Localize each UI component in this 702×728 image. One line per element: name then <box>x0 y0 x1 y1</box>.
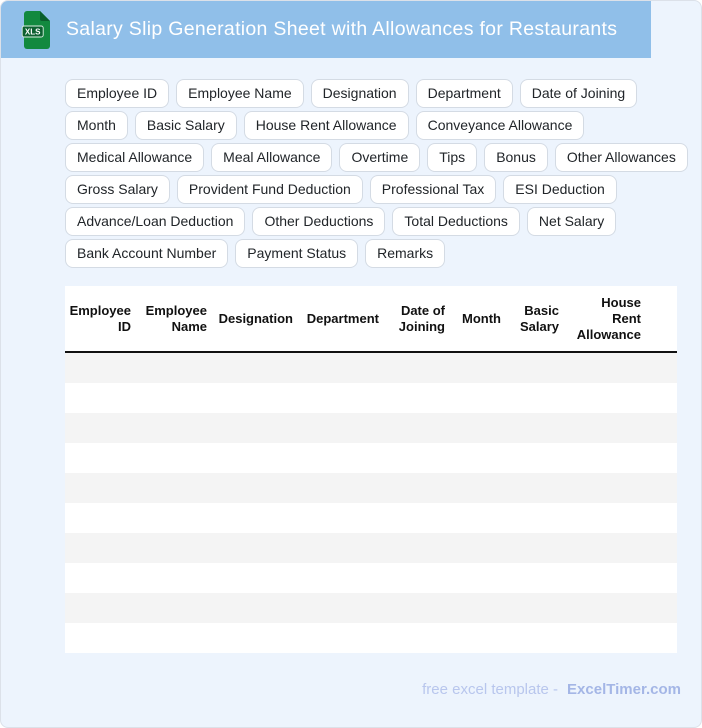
chip-employee-id[interactable]: Employee ID <box>65 79 169 108</box>
chip-row <box>65 143 691 172</box>
chip-row <box>65 239 691 268</box>
chip-total-deductions[interactable]: Total Deductions <box>392 207 520 236</box>
table-row <box>65 593 677 623</box>
xls-file-icon <box>21 10 51 50</box>
column-header-month: Month <box>462 310 501 326</box>
table-row <box>65 383 677 413</box>
column-header-house-rent-allowance: House Rent Allowance <box>576 294 641 342</box>
chip-designation[interactable]: Designation <box>311 79 409 108</box>
chip-employee-name[interactable]: Employee Name <box>176 79 304 108</box>
chip-bonus[interactable]: Bonus <box>484 143 548 172</box>
chip-row <box>65 79 691 108</box>
chip-advance-loan-deduction[interactable]: Advance/Loan Deduction <box>65 207 245 236</box>
chip-net-salary[interactable]: Net Salary <box>527 207 616 236</box>
chip-basic-salary[interactable]: Basic Salary <box>135 111 237 140</box>
table-row <box>65 563 677 593</box>
chip-medical-allowance[interactable]: Medical Allowance <box>65 143 204 172</box>
chip-date-of-joining[interactable]: Date of Joining <box>520 79 637 108</box>
chip-professional-tax[interactable]: Professional Tax <box>370 175 496 204</box>
keyword-chips-section <box>1 79 701 268</box>
chip-house-rent-allowance[interactable]: House Rent Allowance <box>244 111 409 140</box>
table-row <box>65 413 677 443</box>
footer <box>1 681 701 698</box>
chip-remarks[interactable]: Remarks <box>365 239 445 268</box>
chip-provident-fund-deduction[interactable]: Provident Fund Deduction <box>177 175 363 204</box>
chip-row <box>65 175 691 204</box>
column-header-employee-id: Employee ID <box>69 302 131 334</box>
chip-row <box>65 111 691 140</box>
column-header-designation: Designation <box>218 310 293 326</box>
chip-meal-allowance[interactable]: Meal Allowance <box>211 143 332 172</box>
chip-tips[interactable]: Tips <box>427 143 477 172</box>
xls-icon-label: XLS <box>24 27 41 37</box>
chip-month[interactable]: Month <box>65 111 128 140</box>
column-header-basic-salary: Basic Salary <box>519 302 559 334</box>
table-row <box>65 443 677 473</box>
table-row <box>65 533 677 563</box>
column-header-employee-name: Employee Name <box>145 302 207 334</box>
title-bar <box>1 1 651 58</box>
column-header-department: Department <box>306 310 379 326</box>
chip-overtime[interactable]: Overtime <box>339 143 420 172</box>
table-row <box>65 503 677 533</box>
chip-other-allowances[interactable]: Other Allowances <box>555 143 688 172</box>
column-header-date-of-joining: Date of Joining <box>398 302 445 334</box>
footer-brand-link[interactable]: ExcelTimer.com <box>567 681 681 698</box>
chip-conveyance-allowance[interactable]: Conveyance Allowance <box>416 111 585 140</box>
chip-department[interactable]: Department <box>416 79 513 108</box>
footer-tagline: free excel template - <box>422 681 559 698</box>
chip-gross-salary[interactable]: Gross Salary <box>65 175 170 204</box>
chip-bank-account-number[interactable]: Bank Account Number <box>65 239 228 268</box>
chip-payment-status[interactable]: Payment Status <box>235 239 358 268</box>
chip-esi-deduction[interactable]: ESI Deduction <box>503 175 617 204</box>
table-header-row <box>65 286 677 353</box>
salary-table <box>65 286 677 653</box>
chip-row <box>65 207 691 236</box>
table-row <box>65 623 677 653</box>
table-body <box>65 353 677 653</box>
chip-other-deductions[interactable]: Other Deductions <box>252 207 385 236</box>
table-row <box>65 353 677 383</box>
page-title: Salary Slip Generation Sheet with Allowances for Restaurants <box>66 18 618 40</box>
table-row <box>65 473 677 503</box>
